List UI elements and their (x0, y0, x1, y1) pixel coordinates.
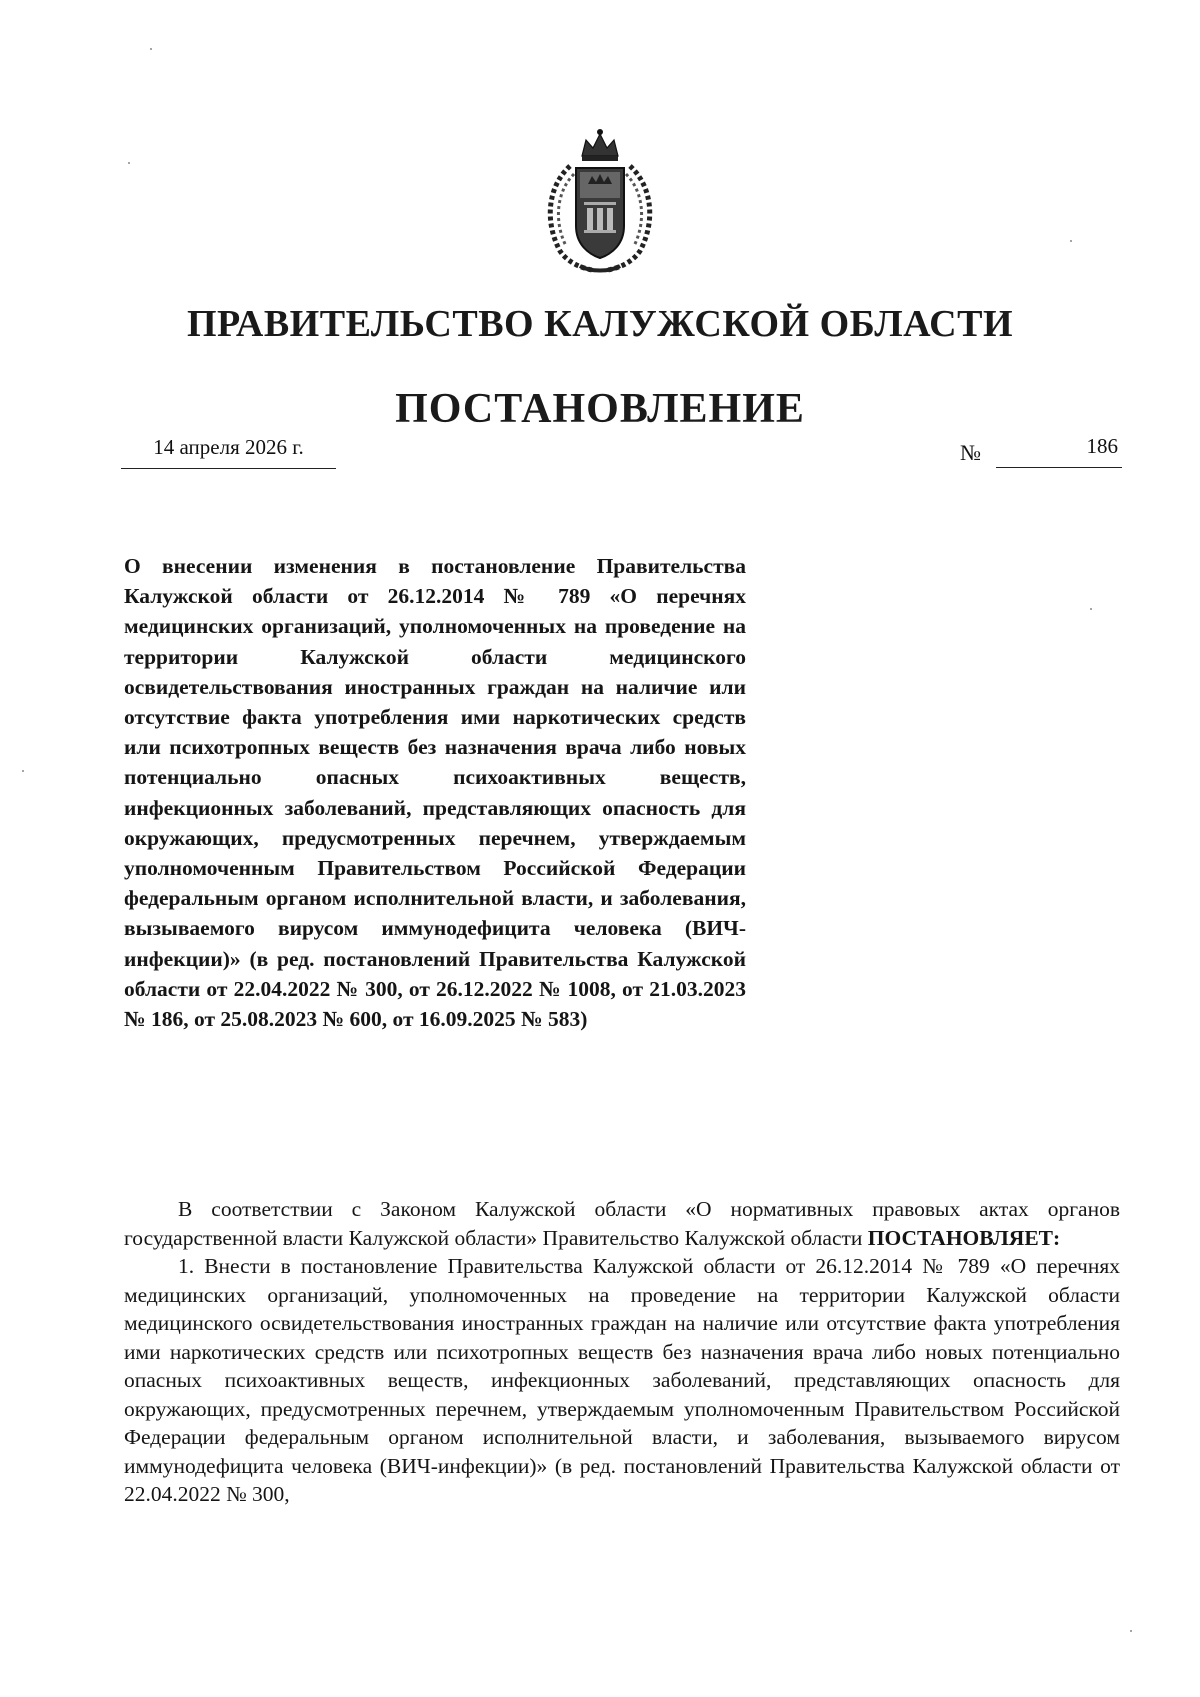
preamble-paragraph (124, 1195, 1120, 1252)
government-title: ПРАВИТЕЛЬСТВО КАЛУЖСКОЙ ОБЛАСТИ (186, 303, 1014, 345)
scan-speck (22, 770, 24, 772)
document-type-heading: ПОСТАНОВЛЕНИЕ (395, 386, 805, 432)
resolve-word: ПОСТАНОВЛЯЕТ: (867, 1225, 1061, 1250)
kaluga-coat-of-arms-icon (530, 126, 670, 276)
scan-speck (128, 162, 130, 164)
scan-speck (1090, 608, 1092, 610)
item-1-paragraph: 1. Внести в постановление Правительства Калужской области от 26.12.2014 № 789 «О перечнях медицинских организаций, уполномоченных на проведение на территории Калужской области медицинского освидетельствования иностранных граждан на наличие или отсутствие факта употребления ими наркотических средств или психотропных веществ без назначения врача либо новых потенциально опасных психоактивных веществ, инфекционных заболеваний, представляющих опасность для окружающих, предусмотренных перечнем, утверждаемым уполномоченным Правительством Российской Федерации федеральным органом исполнительной власти, и заболевания, вызываемого вирусом иммунодефицита человека (ВИЧ-инфекции)» (в ред. постановлений Правительства Калужской области от 22.04.2022 № 300, (124, 1254, 1120, 1506)
scan-speck (150, 48, 152, 50)
document-number: 186 (996, 434, 1122, 468)
scan-speck (1070, 240, 1072, 242)
preamble-text: В соответствии с Законом Калужской области «О нормативных правовых актах органов государственной власти Калужской области» Правительство Калужской области (124, 1197, 1120, 1250)
document-subject: О внесении изменения в постановление Правительства Калужской области от 26.12.2014 № 789 «О перечнях медицинских организаций, уполномоченных на проведение на территории Калужской области медицинского освидетельствования иностранных граждан на наличие или отсутствие факта употребления ими наркотических средств или психотропных веществ без назначения врача либо новых потенциально опасных психоактивных веществ, инфекционных заболеваний, представляющих опасность для окружающих, предусмотренных перечнем, утверждаемым уполномоченным Правительством Российской Федерации федеральным органом исполнительной власти, и заболевания, вызываемого вирусом иммунодефицита человека (ВИЧ-инфекции)» (в ред. постановлений Правительства Калужской области от 22.04.2022 № 300, от 26.12.2022 № 1008, от 21.03.2023 № 186, от 25.08.2023 № 600, от 16.09.2025 № 583) (124, 554, 746, 1032)
scan-speck (1130, 1630, 1132, 1632)
document-date: 14 апреля 2026 г. (121, 435, 336, 469)
document-body (124, 1195, 1120, 1509)
number-label: № (960, 440, 981, 465)
